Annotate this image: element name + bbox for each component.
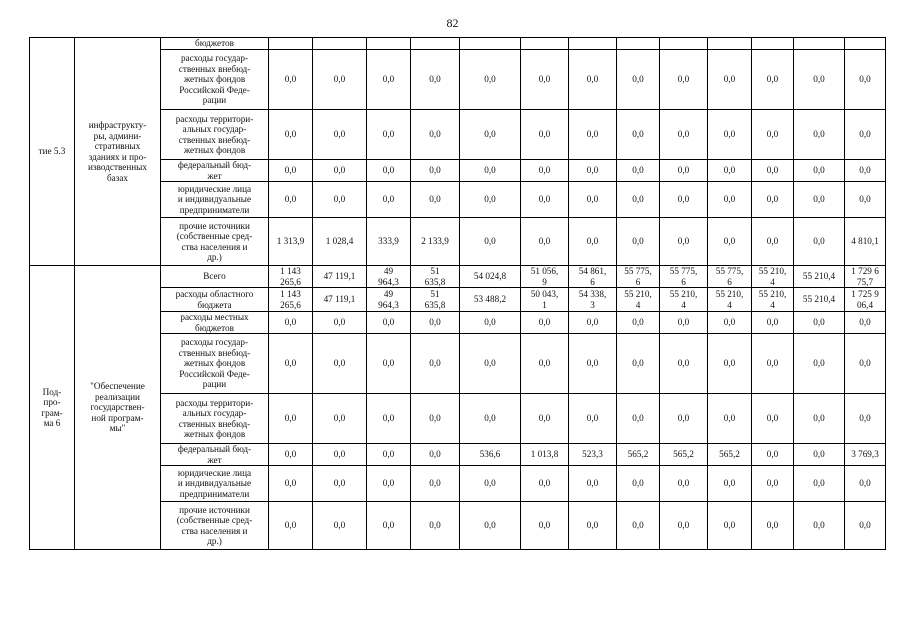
value-cell: 1 028,4 xyxy=(313,218,367,266)
value-cell: 51 635,8 xyxy=(411,288,460,312)
value-cell: 0,0 xyxy=(460,502,521,550)
value-cell: 0,0 xyxy=(521,502,569,550)
value-cell: 0,0 xyxy=(313,394,367,444)
value-cell: 55 210,4 xyxy=(794,266,845,288)
value-cell: 0,0 xyxy=(660,502,708,550)
value-cell: 47 119,1 xyxy=(313,266,367,288)
value-cell: 0,0 xyxy=(845,50,886,110)
value-cell: 0,0 xyxy=(521,218,569,266)
value-cell: 0,0 xyxy=(708,312,752,334)
value-cell: 0,0 xyxy=(794,466,845,502)
value-cell: 0,0 xyxy=(794,394,845,444)
value-cell: 0,0 xyxy=(752,110,794,160)
value-cell: 0,0 xyxy=(569,394,617,444)
value-cell: 0,0 xyxy=(367,50,411,110)
value-cell: 0,0 xyxy=(708,50,752,110)
funding-source-cell: федеральный бюд- жет xyxy=(161,160,269,182)
value-cell: 0,0 xyxy=(367,110,411,160)
value-cell: 0,0 xyxy=(708,110,752,160)
budget-table xyxy=(29,37,886,550)
value-cell: 0,0 xyxy=(313,444,367,466)
value-cell: 0,0 xyxy=(521,312,569,334)
value-cell: 55 775, 6 xyxy=(708,266,752,288)
value-cell: 0,0 xyxy=(708,218,752,266)
value-cell: 0,0 xyxy=(617,466,660,502)
value-cell: 0,0 xyxy=(313,502,367,550)
value-cell: 0,0 xyxy=(411,50,460,110)
value-cell: 0,0 xyxy=(367,334,411,394)
value-cell: 0,0 xyxy=(752,394,794,444)
value-cell: 54 861, 6 xyxy=(569,266,617,288)
value-cell: 0,0 xyxy=(411,466,460,502)
value-cell: 0,0 xyxy=(794,110,845,160)
value-cell: 0,0 xyxy=(460,394,521,444)
value-cell: 0,0 xyxy=(569,160,617,182)
value-cell: 523,3 xyxy=(569,444,617,466)
value-cell: 0,0 xyxy=(617,110,660,160)
table-row xyxy=(30,266,886,288)
value-cell xyxy=(794,38,845,50)
value-cell: 0,0 xyxy=(794,502,845,550)
value-cell: 0,0 xyxy=(521,110,569,160)
value-cell: 0,0 xyxy=(411,312,460,334)
value-cell: 0,0 xyxy=(660,334,708,394)
value-cell: 55 210,4 xyxy=(794,288,845,312)
value-cell: 0,0 xyxy=(269,50,313,110)
value-cell xyxy=(752,38,794,50)
value-cell: 55 775, 6 xyxy=(660,266,708,288)
value-cell: 0,0 xyxy=(367,502,411,550)
value-cell: 0,0 xyxy=(794,218,845,266)
value-cell: 0,0 xyxy=(617,334,660,394)
value-cell xyxy=(617,38,660,50)
value-cell: 49 964,3 xyxy=(367,266,411,288)
value-cell: 0,0 xyxy=(845,160,886,182)
value-cell: 0,0 xyxy=(794,312,845,334)
funding-source-cell: прочие источники (собственные сред- ства населения и др.) xyxy=(161,502,269,550)
value-cell: 0,0 xyxy=(660,160,708,182)
value-cell xyxy=(521,38,569,50)
value-cell: 0,0 xyxy=(845,182,886,218)
value-cell: 0,0 xyxy=(460,110,521,160)
value-cell: 0,0 xyxy=(569,312,617,334)
page-number: 82 xyxy=(446,16,459,30)
value-cell: 0,0 xyxy=(708,182,752,218)
value-cell: 47 119,1 xyxy=(313,288,367,312)
value-cell xyxy=(569,38,617,50)
value-cell: 0,0 xyxy=(617,50,660,110)
value-cell: 0,0 xyxy=(845,502,886,550)
value-cell: 0,0 xyxy=(411,444,460,466)
value-cell xyxy=(269,38,313,50)
value-cell: 55 210, 4 xyxy=(617,288,660,312)
value-cell: 0,0 xyxy=(569,466,617,502)
value-cell: 0,0 xyxy=(367,160,411,182)
program-name-cell: инфраструкту- ры, админи- стративных зданиях и про- изводственных базах xyxy=(75,38,161,266)
value-cell: 51 056, 9 xyxy=(521,266,569,288)
value-cell: 0,0 xyxy=(367,466,411,502)
value-cell: 4 810,1 xyxy=(845,218,886,266)
value-cell xyxy=(367,38,411,50)
value-cell: 565,2 xyxy=(708,444,752,466)
value-cell: 0,0 xyxy=(569,334,617,394)
value-cell: 0,0 xyxy=(660,50,708,110)
value-cell: 536,6 xyxy=(460,444,521,466)
value-cell: 1 013,8 xyxy=(521,444,569,466)
value-cell: 0,0 xyxy=(569,218,617,266)
value-cell: 0,0 xyxy=(617,218,660,266)
value-cell xyxy=(411,38,460,50)
value-cell: 0,0 xyxy=(269,444,313,466)
value-cell: 0,0 xyxy=(367,182,411,218)
value-cell: 0,0 xyxy=(845,110,886,160)
value-cell: 0,0 xyxy=(794,334,845,394)
value-cell: 0,0 xyxy=(269,466,313,502)
value-cell: 55 210, 4 xyxy=(708,288,752,312)
value-cell: 0,0 xyxy=(708,160,752,182)
funding-source-cell: юридические лица и индивидуальные предприниматели xyxy=(161,466,269,502)
value-cell: 0,0 xyxy=(752,50,794,110)
value-cell: 0,0 xyxy=(569,110,617,160)
funding-source-cell: федеральный бюд- жет xyxy=(161,444,269,466)
value-cell: 0,0 xyxy=(752,502,794,550)
value-cell: 0,0 xyxy=(460,182,521,218)
funding-source-cell: расходы областного бюджета xyxy=(161,288,269,312)
value-cell xyxy=(313,38,367,50)
value-cell: 0,0 xyxy=(269,160,313,182)
value-cell: 55 775, 6 xyxy=(617,266,660,288)
value-cell: 0,0 xyxy=(708,334,752,394)
value-cell: 3 769,3 xyxy=(845,444,886,466)
value-cell: 0,0 xyxy=(411,334,460,394)
value-cell: 0,0 xyxy=(708,502,752,550)
value-cell: 54 338, 3 xyxy=(569,288,617,312)
funding-source-cell: расходы государ- ственных внебюд- жетных фондов Российской Феде- рации xyxy=(161,334,269,394)
value-cell: 0,0 xyxy=(708,394,752,444)
value-cell: 0,0 xyxy=(521,50,569,110)
value-cell: 0,0 xyxy=(269,182,313,218)
value-cell: 0,0 xyxy=(794,182,845,218)
value-cell: 0,0 xyxy=(569,50,617,110)
value-cell: 0,0 xyxy=(411,110,460,160)
value-cell: 0,0 xyxy=(660,466,708,502)
value-cell: 1 143 265,6 xyxy=(269,288,313,312)
funding-source-cell: Всего xyxy=(161,266,269,288)
value-cell: 0,0 xyxy=(313,50,367,110)
value-cell: 0,0 xyxy=(411,502,460,550)
program-name-cell: "Обеспечение реализации государствен- ной програм- мы" xyxy=(75,266,161,550)
value-cell: 1 143 265,6 xyxy=(269,266,313,288)
value-cell: 0,0 xyxy=(367,312,411,334)
value-cell: 0,0 xyxy=(660,312,708,334)
value-cell: 0,0 xyxy=(794,160,845,182)
value-cell: 0,0 xyxy=(269,502,313,550)
value-cell: 0,0 xyxy=(845,466,886,502)
value-cell: 0,0 xyxy=(460,334,521,394)
value-cell: 0,0 xyxy=(660,110,708,160)
value-cell: 0,0 xyxy=(269,110,313,160)
value-cell: 0,0 xyxy=(617,502,660,550)
value-cell: 50 043, 1 xyxy=(521,288,569,312)
value-cell: 0,0 xyxy=(521,182,569,218)
value-cell: 49 964,3 xyxy=(367,288,411,312)
value-cell: 53 488,2 xyxy=(460,288,521,312)
program-code-cell: Под- про- грам- ма 6 xyxy=(30,266,75,550)
value-cell: 54 024,8 xyxy=(460,266,521,288)
value-cell: 0,0 xyxy=(411,394,460,444)
value-cell: 0,0 xyxy=(313,312,367,334)
value-cell: 0,0 xyxy=(660,218,708,266)
value-cell: 0,0 xyxy=(269,334,313,394)
value-cell: 0,0 xyxy=(269,394,313,444)
value-cell: 0,0 xyxy=(617,160,660,182)
value-cell: 0,0 xyxy=(460,312,521,334)
value-cell: 0,0 xyxy=(313,110,367,160)
table-row xyxy=(30,38,886,50)
value-cell: 0,0 xyxy=(752,444,794,466)
value-cell: 0,0 xyxy=(752,312,794,334)
program-code-cell: тие 5.3 xyxy=(30,38,75,266)
funding-source-cell: расходы государ- ственных внебюд- жетных фондов Российской Феде- рации xyxy=(161,50,269,110)
value-cell: 0,0 xyxy=(367,444,411,466)
value-cell: 565,2 xyxy=(660,444,708,466)
value-cell: 0,0 xyxy=(313,160,367,182)
value-cell xyxy=(460,38,521,50)
value-cell xyxy=(708,38,752,50)
funding-source-cell: прочие источники (собственные сред- ства населения и др.) xyxy=(161,218,269,266)
value-cell: 0,0 xyxy=(569,502,617,550)
value-cell: 0,0 xyxy=(569,182,617,218)
value-cell: 0,0 xyxy=(269,312,313,334)
value-cell: 0,0 xyxy=(367,394,411,444)
value-cell: 0,0 xyxy=(660,394,708,444)
value-cell: 0,0 xyxy=(794,50,845,110)
value-cell: 0,0 xyxy=(845,312,886,334)
value-cell: 0,0 xyxy=(411,182,460,218)
value-cell: 0,0 xyxy=(521,334,569,394)
value-cell: 0,0 xyxy=(460,50,521,110)
value-cell: 0,0 xyxy=(313,334,367,394)
value-cell: 0,0 xyxy=(794,444,845,466)
funding-source-cell: бюджетов xyxy=(161,38,269,50)
value-cell: 0,0 xyxy=(411,160,460,182)
value-cell: 51 635,8 xyxy=(411,266,460,288)
value-cell: 565,2 xyxy=(617,444,660,466)
value-cell xyxy=(660,38,708,50)
value-cell: 0,0 xyxy=(845,334,886,394)
value-cell: 0,0 xyxy=(708,466,752,502)
value-cell: 0,0 xyxy=(313,466,367,502)
value-cell: 0,0 xyxy=(617,394,660,444)
value-cell: 0,0 xyxy=(752,160,794,182)
value-cell: 0,0 xyxy=(752,182,794,218)
value-cell: 0,0 xyxy=(617,312,660,334)
value-cell: 0,0 xyxy=(752,466,794,502)
value-cell: 1 725 9 06,4 xyxy=(845,288,886,312)
value-cell: 1 729 6 75,7 xyxy=(845,266,886,288)
value-cell xyxy=(845,38,886,50)
funding-source-cell: расходы территори- альных государ- ственных внебюд- жетных фондов xyxy=(161,110,269,160)
value-cell: 0,0 xyxy=(460,160,521,182)
value-cell: 0,0 xyxy=(313,182,367,218)
value-cell: 0,0 xyxy=(752,218,794,266)
value-cell: 0,0 xyxy=(521,160,569,182)
value-cell: 55 210, 4 xyxy=(752,266,794,288)
value-cell: 0,0 xyxy=(460,466,521,502)
value-cell: 55 210, 4 xyxy=(752,288,794,312)
value-cell: 1 313,9 xyxy=(269,218,313,266)
value-cell: 0,0 xyxy=(617,182,660,218)
funding-source-cell: расходы местных бюджетов xyxy=(161,312,269,334)
value-cell: 0,0 xyxy=(752,334,794,394)
value-cell: 333,9 xyxy=(367,218,411,266)
value-cell: 0,0 xyxy=(521,394,569,444)
value-cell: 0,0 xyxy=(845,394,886,444)
value-cell: 0,0 xyxy=(521,466,569,502)
value-cell: 55 210, 4 xyxy=(660,288,708,312)
funding-source-cell: расходы территори- альных государ- ственных внебюд- жетных фондов xyxy=(161,394,269,444)
value-cell: 0,0 xyxy=(660,182,708,218)
funding-source-cell: юридические лица и индивидуальные предприниматели xyxy=(161,182,269,218)
value-cell: 2 133,9 xyxy=(411,218,460,266)
value-cell: 0,0 xyxy=(460,218,521,266)
